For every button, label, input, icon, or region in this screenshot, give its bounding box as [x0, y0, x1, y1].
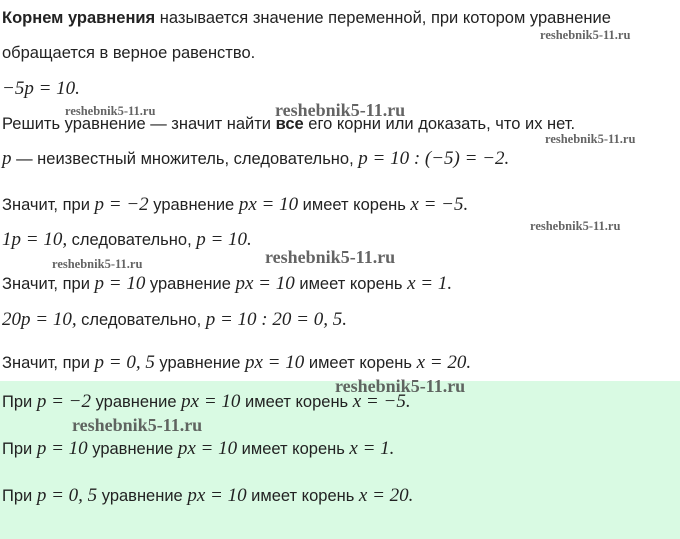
step-1: p — неизвестный множитель, следовательно, p = 10 : (−5) = −2.	[2, 148, 510, 169]
conclusion-3: Значит, при p = 0, 5 уравнение px = 10 имеет корень x = 20.	[2, 352, 472, 373]
answer-1: При p = −2 уравнение px = 10 имеет корень x = −5.	[2, 391, 411, 412]
solve-note: Решить уравнение — значит найти все его корни или доказать, что их нет.	[2, 115, 576, 133]
conclusion-2: Значит, при p = 10 уравнение px = 10 имеет корень x = 1.	[2, 273, 453, 294]
watermark: reshebnik5-11.ru	[545, 132, 636, 146]
watermark: reshebnik5-11.ru	[530, 219, 621, 233]
watermark: reshebnik5-11.ru	[72, 415, 203, 435]
watermark: reshebnik5-11.ru	[275, 100, 406, 120]
step-3: 20p = 10, следовательно, p = 10 : 20 = 0, 5.	[2, 309, 347, 330]
answer-3: При p = 0, 5 уравнение px = 10 имеет корень x = 20.	[2, 485, 414, 506]
watermark: reshebnik5-11.ru	[335, 376, 466, 396]
watermark: reshebnik5-11.ru	[540, 28, 631, 42]
definition-term: Корнем уравнения	[2, 9, 156, 27]
watermark: reshebnik5-11.ru	[265, 247, 396, 267]
watermark: reshebnik5-11.ru	[65, 104, 156, 118]
definition-line-1: Корнем уравнения называется значение переменной, при котором уравнение	[2, 9, 611, 27]
conclusion-1: Значит, при p = −2 уравнение px = 10 имеет корень x = −5.	[2, 194, 469, 215]
main-equation: −5p = 10.	[2, 78, 80, 99]
definition-line-2: обращается в верное равенство.	[2, 44, 256, 62]
answer-2: При p = 10 уравнение px = 10 имеет корень x = 1.	[2, 438, 395, 459]
watermark: reshebnik5-11.ru	[52, 257, 143, 271]
step-2: 1p = 10, следовательно, p = 10.	[2, 229, 252, 250]
